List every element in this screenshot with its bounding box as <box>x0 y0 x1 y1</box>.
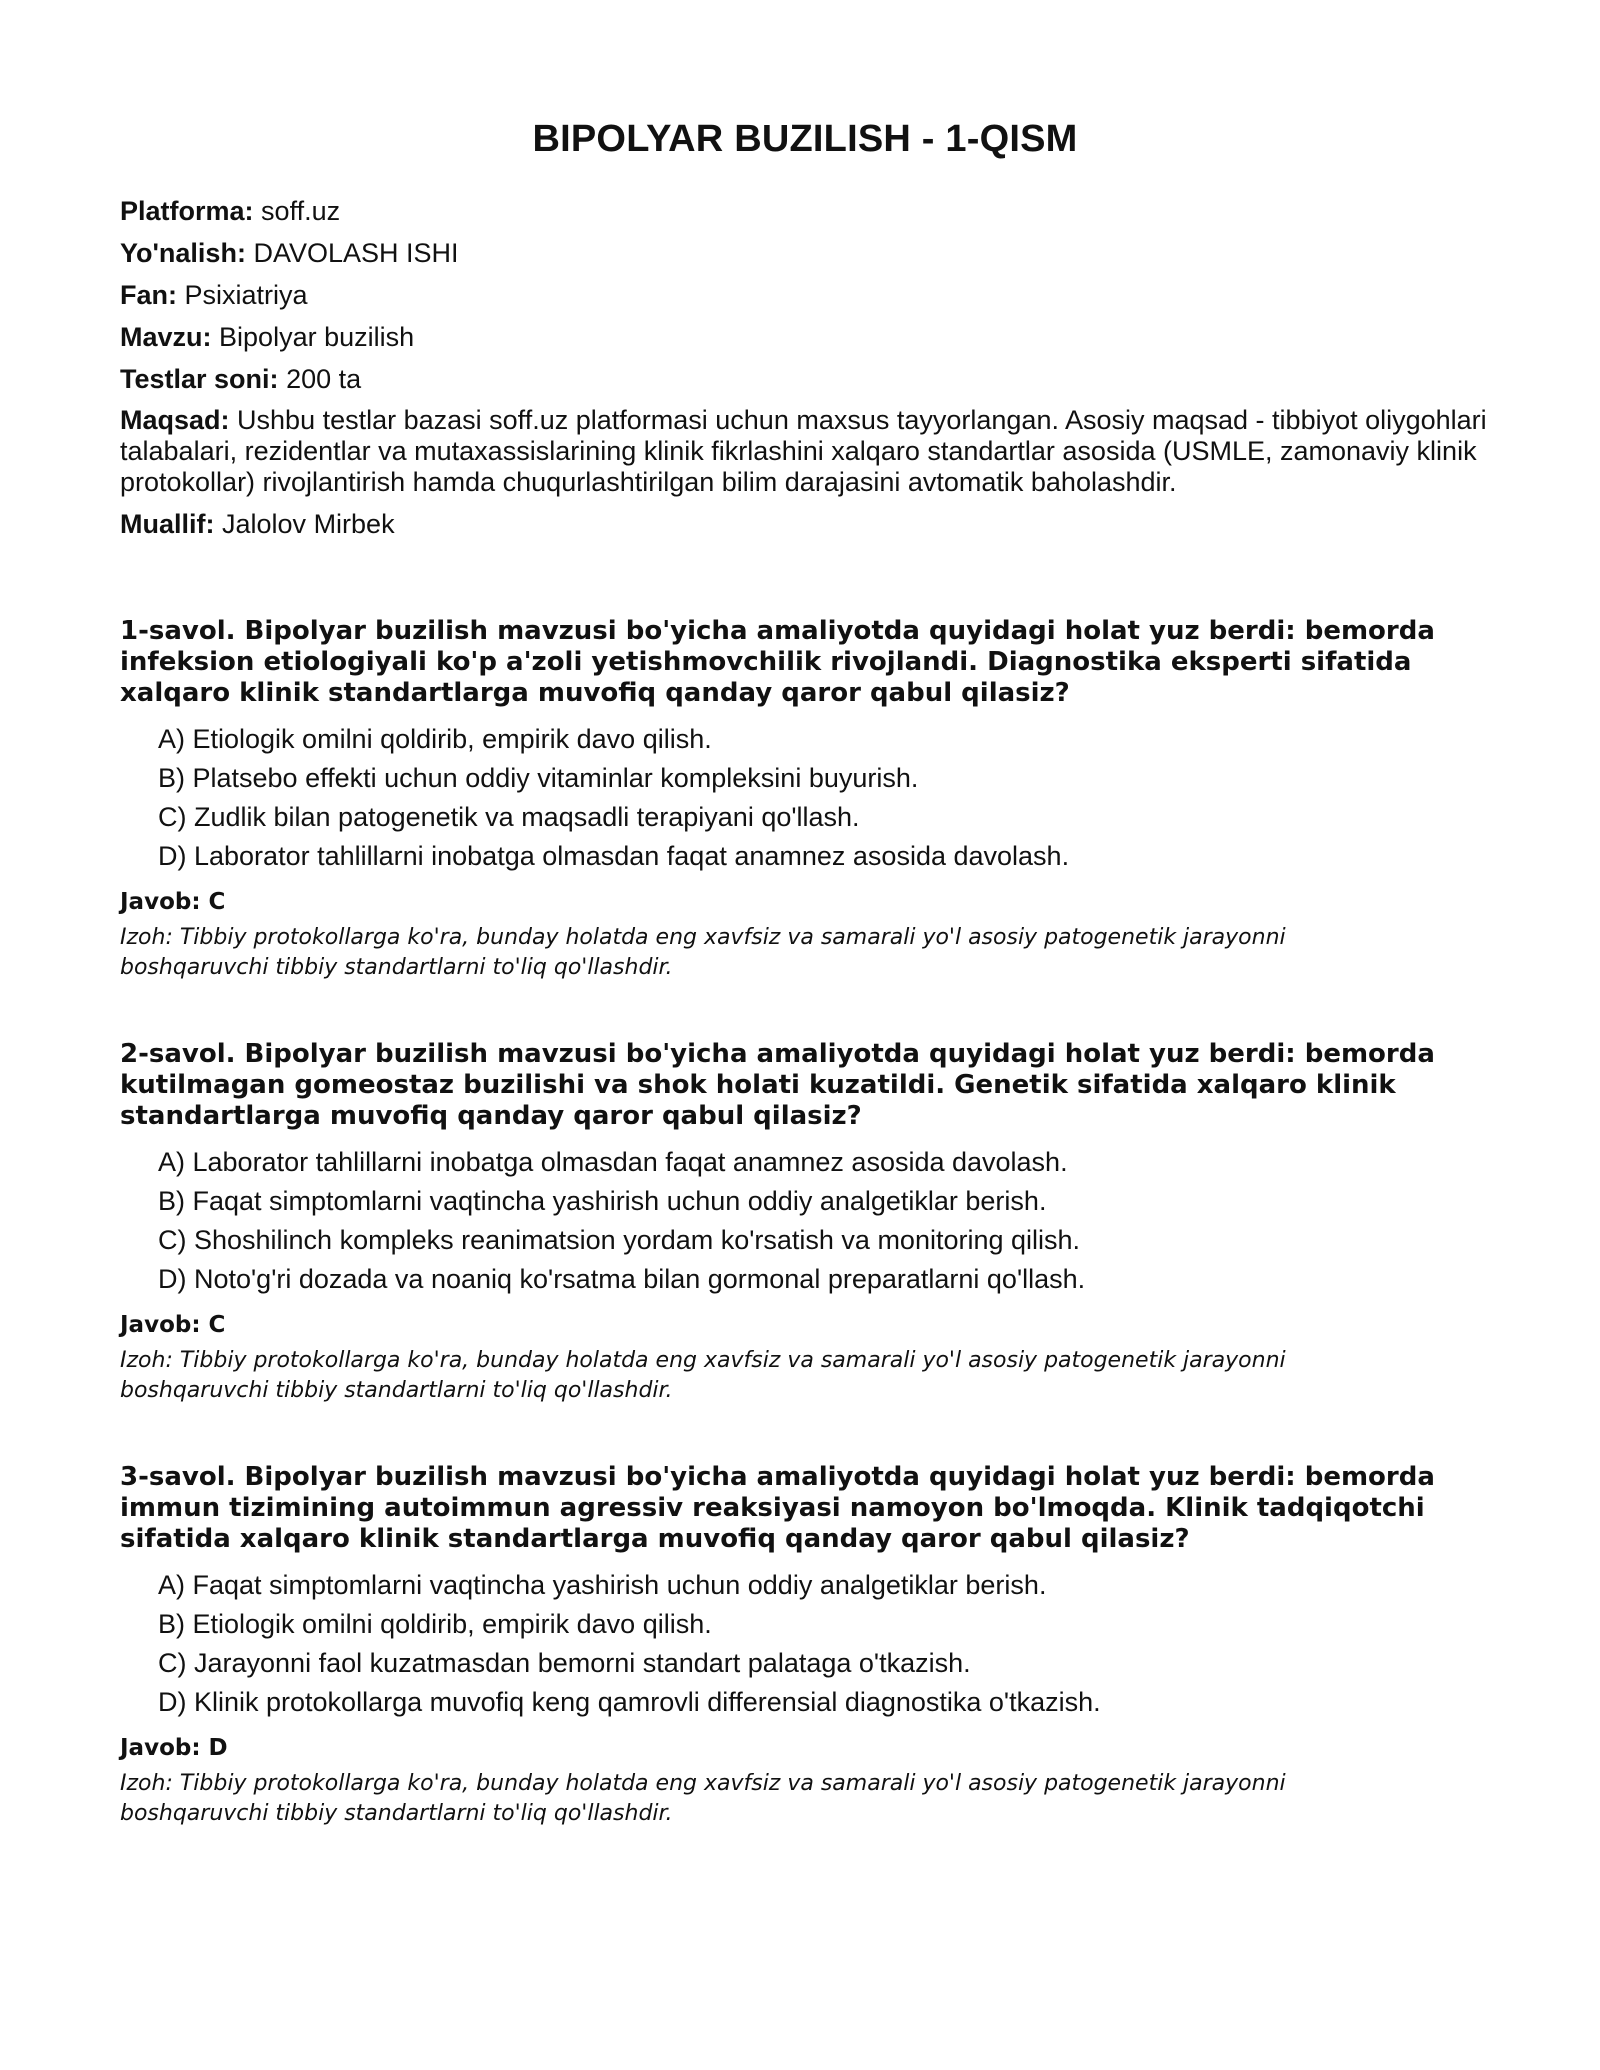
meta-block <box>120 195 1490 540</box>
meta-label: Yo'nalish: <box>120 238 246 268</box>
meta-value: Psixiatriya <box>184 280 308 310</box>
meta-test-count <box>120 363 1490 395</box>
explanation: Izoh: Tibbiy protokollarga ko'ra, bunday holatda eng xavfsiz va samarali yo'l asosiy patogenetik jarayonni boshqaruvchi tibbiy standartlarni to'liq qo'llashdir. <box>120 1348 1286 1403</box>
meta-value: Bipolyar buzilish <box>219 322 415 352</box>
explanation: Izoh: Tibbiy protokollarga ko'ra, bunday holatda eng xavfsiz va samarali yo'l asosiy patogenetik jarayonni boshqaruvchi tibbiy standartlarni to'liq qo'llashdir. <box>120 1771 1286 1826</box>
meta-goal <box>120 405 1490 498</box>
option-a: A) Laborator tahlillarni inobatga olmasdan faqat anamnez asosida davolash. <box>158 1147 1068 1177</box>
meta-direction <box>120 237 1490 269</box>
meta-label: Testlar soni: <box>120 364 279 394</box>
meta-label: Platforma: <box>120 196 254 226</box>
option-list <box>120 1146 1490 1296</box>
document-page <box>120 118 1490 1885</box>
explanation: Izoh: Tibbiy protokollarga ko'ra, bunday holatda eng xavfsiz va samarali yo'l asosiy patogenetik jarayonni boshqaruvchi tibbiy standartlarni to'liq qo'llashdir. <box>120 925 1286 980</box>
meta-value: Ushbu testlar bazasi soff.uz platformasi uchun maxsus tayyorlangan. Asosiy maqsad - tibbiyot oliygohlari talabalari, rezidentlar va mutaxassislarining klinik fikrlashini xalqaro standartlar asosida (USMLE, zamonaviy klinik protokollar) rivojlantirish hamda chuqurlashtirilgan bilim darajasini avtomatik baholashdir. <box>120 405 1487 497</box>
question-3 <box>120 1462 1490 1829</box>
meta-value: Jalolov Mirbek <box>222 509 395 539</box>
question-text: 2-savol. Bipolyar buzilish mavzusi bo'yicha amaliyotda quyidagi holat yuz berdi: bemorda kutilmagan gomeostaz buzilishi va shok holati kuzatildi. Genetik sifatida xalqaro klinik standartlarga muvofiq qanday qaror qabul qilasiz? <box>120 1039 1435 1131</box>
question-1 <box>120 616 1490 983</box>
option-c: C) Shoshilinch kompleks reanimatsion yordam ko'rsatish va monitoring qilish. <box>158 1225 1081 1255</box>
answer: Javob: C <box>120 1312 226 1338</box>
meta-label: Muallif: <box>120 509 215 539</box>
meta-topic <box>120 321 1490 353</box>
meta-label: Mavzu: <box>120 322 212 352</box>
question-text: 3-savol. Bipolyar buzilish mavzusi bo'yicha amaliyotda quyidagi holat yuz berdi: bemorda immun tizimining autoimmun agressiv reaksiyasi namoyon bo'lmoqda. Klinik tadqiqotchi sifatida xalqaro klinik standartlarga muvofiq qanday qaror qabul qilasiz? <box>120 1462 1435 1554</box>
page-title: BIPOLYAR BUZILISH - 1-QISM <box>532 118 1078 160</box>
option-list <box>120 1569 1490 1719</box>
option-b: B) Etiologik omilni qoldirib, empirik davo qilish. <box>158 1609 712 1639</box>
option-a: A) Etiologik omilni qoldirib, empirik davo qilish. <box>158 724 712 754</box>
answer: Javob: D <box>120 1735 228 1761</box>
meta-label: Fan: <box>120 280 177 310</box>
question-text: 1-savol. Bipolyar buzilish mavzusi bo'yicha amaliyotda quyidagi holat yuz berdi: bemorda infeksion etiologiyali ko'p a'zoli yetishmovchilik rivojlandi. Diagnostika eksperti sifatida xalqaro klinik standartlarga muvofiq qanday qaror qabul qilasiz? <box>120 616 1435 708</box>
option-d: D) Klinik protokollarga muvofiq keng qamrovli differensial diagnostika o'tkazish. <box>158 1687 1101 1717</box>
meta-platform <box>120 195 1490 227</box>
answer: Javob: C <box>120 889 226 915</box>
meta-value: 200 ta <box>286 364 362 394</box>
option-d: D) Laborator tahlillarni inobatga olmasdan faqat anamnez asosida davolash. <box>158 841 1070 871</box>
question-list <box>120 616 1490 1829</box>
question-2 <box>120 1039 1490 1406</box>
option-c: C) Zudlik bilan patogenetik va maqsadli terapiyani qo'llash. <box>158 802 860 832</box>
meta-author <box>120 508 1490 540</box>
option-b: B) Faqat simptomlarni vaqtincha yashirish uchun oddiy analgetiklar berish. <box>158 1186 1047 1216</box>
option-a: A) Faqat simptomlarni vaqtincha yashirish uchun oddiy analgetiklar berish. <box>158 1570 1047 1600</box>
option-list <box>120 723 1490 873</box>
option-d: D) Noto'g'ri dozada va noaniq ko'rsatma bilan gormonal preparatlarni qo'llash. <box>158 1264 1086 1294</box>
meta-subject <box>120 279 1490 311</box>
meta-value: DAVOLASH ISHI <box>253 238 459 268</box>
option-c: C) Jarayonni faol kuzatmasdan bemorni standart palataga o'tkazish. <box>158 1648 971 1678</box>
meta-label: Maqsad: <box>120 405 230 435</box>
meta-value: soff.uz <box>261 196 341 226</box>
option-b: B) Platsebo effekti uchun oddiy vitaminlar kompleksini buyurish. <box>158 763 919 793</box>
